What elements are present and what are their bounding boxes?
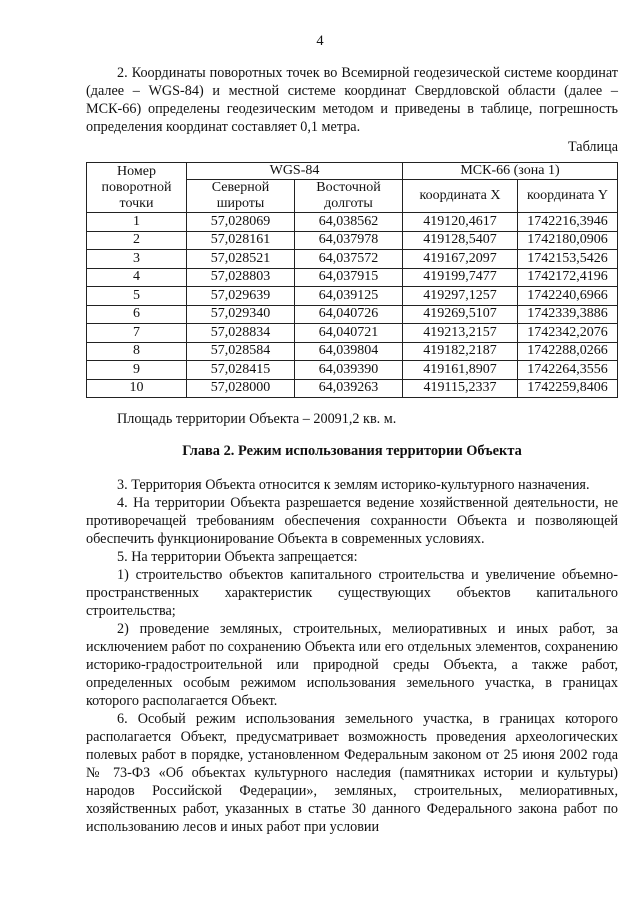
table-cell: 57,029340 [187, 305, 295, 324]
table-label: Таблица [567, 139, 618, 155]
table-cell: 1742153,5426 [518, 250, 618, 269]
table-cell: 419199,7477 [403, 268, 518, 287]
table-cell: 3 [87, 250, 187, 269]
table-cell: 419213,2157 [403, 324, 518, 343]
table-cell: 5 [87, 287, 187, 306]
table-cell: 57,029639 [187, 287, 295, 306]
table-cell: 419269,5107 [403, 305, 518, 324]
table-cell: 419128,5407 [403, 231, 518, 250]
table-cell: 57,028000 [187, 379, 295, 398]
table-row [87, 231, 618, 250]
table-cell: 419115,2337 [403, 379, 518, 398]
chapter-body [86, 476, 618, 836]
paragraph-5-item-1: 1) строительство объектов капитального строительства и увеличение объемно-пространственных характеристик существующих объектов капитального строительства; [86, 567, 618, 619]
paragraph-6: 6. Особый режим использования земельного участка, в границах которого располагается Объект, предусматривает возможность проведения археологических полевых работ в порядке, установленном Федеральным законом от 25 июня 2002 года № 73-ФЗ «Об объектах культурного наследия (памятниках истории и культуры) народов Российской Федерации», земляных, строительных, мелиоративных, хозяйственных работ, указанных в статье 30 данного Федерального закона работ по использованию лесов и иных работ при условии [86, 711, 618, 835]
table-cell: 9 [87, 361, 187, 380]
table-cell: 64,039804 [295, 342, 403, 361]
table-row [87, 213, 618, 232]
paragraph-4: 4. На территории Объекта разрешается ведение хозяйственной деятельности, не противоречащей требованиям обеспечения сохранности Объекта и позволяющей обеспечить функционирование Объекта в современных условиях. [86, 495, 618, 547]
table-cell: 57,028161 [187, 231, 295, 250]
table-cell: 1742264,3556 [518, 361, 618, 380]
paragraph-3: 3. Территория Объекта относится к землям историко-культурного назначения. [117, 477, 590, 493]
table-cell: 57,028521 [187, 250, 295, 269]
header-wgs84: WGS-84 [187, 163, 403, 180]
table-row [87, 324, 618, 343]
table-cell: 1742288,0266 [518, 342, 618, 361]
table-cell: 1742216,3946 [518, 213, 618, 232]
table-cell: 64,037915 [295, 268, 403, 287]
page-number: 4 [316, 33, 324, 49]
header-point-number: Номер поворотной точки [87, 163, 187, 213]
table-row [87, 250, 618, 269]
paragraph-2: 2. Координаты поворотных точек во Всемирной геодезической системе координат (далее – WGS-84) и местной системе координат Свердловской области (далее – МСК-66) определены геодезическим методом и приведены в таблице, погрешность определения координат составляет 0,1 метра. [86, 65, 618, 135]
table-cell: 57,028584 [187, 342, 295, 361]
table-cell: 64,039390 [295, 361, 403, 380]
header-latitude: Северной широты [187, 180, 295, 213]
table-row [87, 361, 618, 380]
table-row [87, 342, 618, 361]
coordinates-table [86, 162, 618, 398]
table-cell: 1742172,4196 [518, 268, 618, 287]
table-cell: 64,040726 [295, 305, 403, 324]
area-text: Площадь территории Объекта – 20091,2 кв. м. [117, 411, 397, 427]
chapter-heading: Глава 2. Режим использования территории Объекта [182, 443, 522, 459]
header-longitude: Восточной долготы [295, 180, 403, 213]
table-cell: 64,037572 [295, 250, 403, 269]
table-cell: 57,028415 [187, 361, 295, 380]
area-block [86, 410, 618, 428]
table-cell: 419167,2097 [403, 250, 518, 269]
table-cell: 64,039125 [295, 287, 403, 306]
table-body [87, 213, 618, 398]
table-cell: 4 [87, 268, 187, 287]
table-cell: 1742339,3886 [518, 305, 618, 324]
intro-block [86, 64, 618, 156]
table-cell: 419120,4617 [403, 213, 518, 232]
table-row [87, 268, 618, 287]
header-coord-y: координата Y [518, 180, 618, 213]
table-cell: 419161,8907 [403, 361, 518, 380]
table-cell: 57,028069 [187, 213, 295, 232]
table-cell: 2 [87, 231, 187, 250]
table-cell: 419297,1257 [403, 287, 518, 306]
table-row [87, 287, 618, 306]
header-coord-x: координата X [403, 180, 518, 213]
table-cell: 419182,2187 [403, 342, 518, 361]
table-cell: 57,028803 [187, 268, 295, 287]
table-row [87, 379, 618, 398]
table-cell: 1742342,2076 [518, 324, 618, 343]
table-cell: 1742240,6966 [518, 287, 618, 306]
table-cell: 1742259,8406 [518, 379, 618, 398]
paragraph-5: 5. На территории Объекта запрещается: [117, 549, 358, 565]
table-row [87, 305, 618, 324]
table-cell: 1742180,0906 [518, 231, 618, 250]
table-cell: 10 [87, 379, 187, 398]
table-cell: 64,040721 [295, 324, 403, 343]
paragraph-5-item-2: 2) проведение земляных, строительных, мелиоративных и иных работ, за исключением работ по сохранению Объекта или его отдельных элементов, сохранению историко-градостроительной или природной среды Объекта, а также работ, определенных особым режимом использования земельного участка, в границах которого располагается Объект. [86, 621, 618, 709]
table-cell: 6 [87, 305, 187, 324]
table-cell: 8 [87, 342, 187, 361]
table-cell: 64,037978 [295, 231, 403, 250]
table-cell: 57,028834 [187, 324, 295, 343]
table-cell: 1 [87, 213, 187, 232]
header-msk66: МСК-66 (зона 1) [403, 163, 618, 180]
table-cell: 7 [87, 324, 187, 343]
table-cell: 64,038562 [295, 213, 403, 232]
table-cell: 64,039263 [295, 379, 403, 398]
